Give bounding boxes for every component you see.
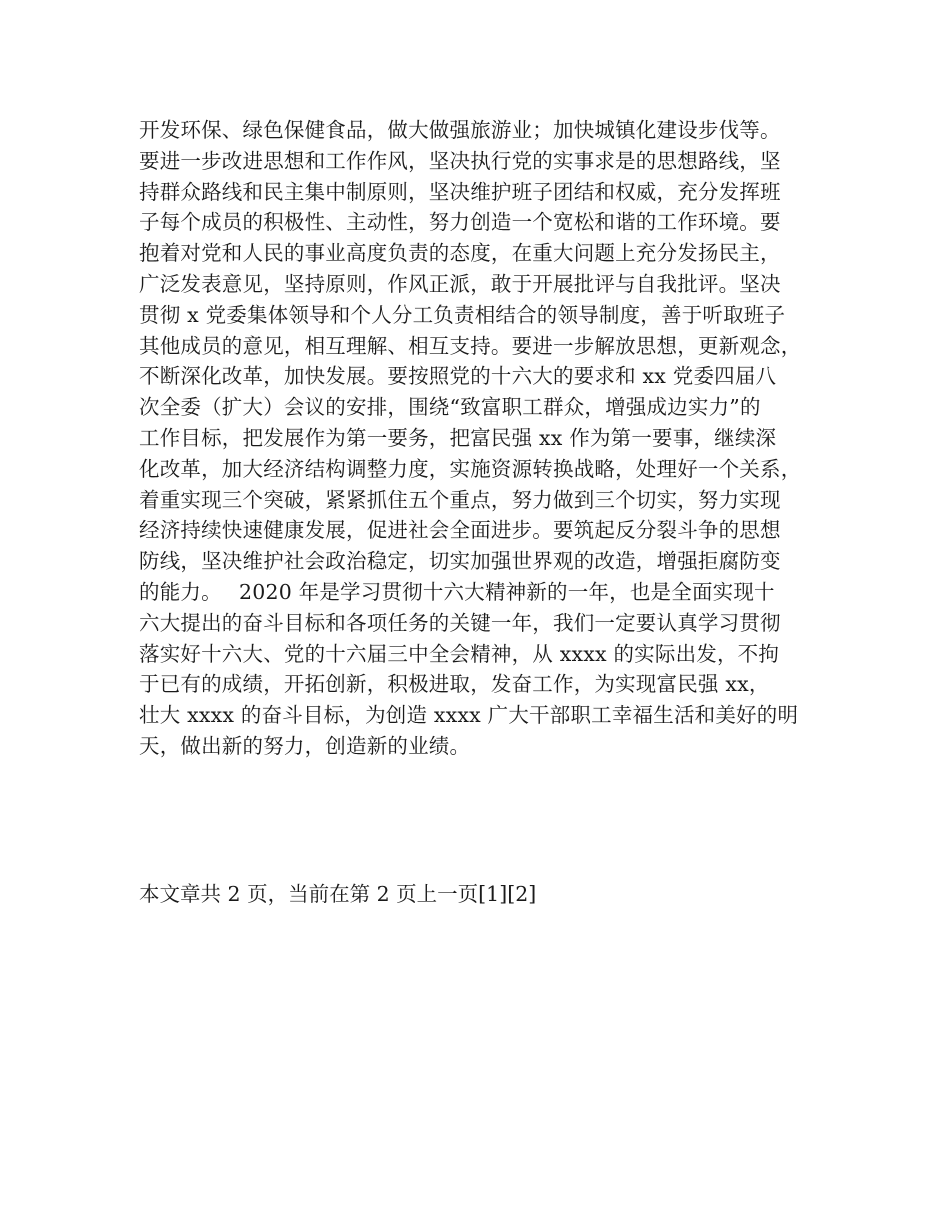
article-line: 的能力。 2020 年是学习贯彻十六大精神新的一年，也是全面实现十	[139, 579, 775, 604]
article-line: 贯彻 x 党委集体领导和个人分工负责相结合的领导制度，善于听取班子	[139, 302, 786, 327]
article-line: 其他成员的意见，相互理解、相互支持。要进一步解放思想，更新观念，	[139, 333, 802, 358]
article-line: 工作目标，把发展作为第一要务，把富民强 xx 作为第一要事，继续深	[139, 425, 777, 450]
pagination-summary: 本文章共 2 页，当前在第 2 页	[139, 882, 417, 906]
article-line: 要进一步改进思想和工作作风，坚决执行党的实事求是的思想路线，坚	[139, 148, 781, 173]
article-line: 六大提出的奋斗目标和各项任务的关键一年，我们一定要认真学习贯彻	[139, 610, 781, 635]
article-line: 抱着对党和人民的事业高度负责的态度，在重大问题上充分发扬民主，	[139, 241, 781, 266]
article-line: 不断深化改革，加快发展。要按照党的十六大的要求和 xx 党委四届八	[139, 364, 777, 389]
article-line: 次全委（扩大）会议的安排，围绕“致富职工群众，增强成边实力”的	[139, 395, 761, 420]
article-line: 落实好十六大、党的十六届三中全会精神，从 xxxx 的实际出发，不拘	[139, 641, 780, 666]
page-link-2[interactable]: [2]	[507, 882, 537, 906]
article-line: 子每个成员的积极性、主动性，努力创造一个宽松和谐的工作环境。要	[139, 210, 781, 235]
article-line: 着重实现三个突破，紧紧抓住五个重点，努力做到三个切实，努力实现	[139, 487, 781, 512]
article-line: 防线，坚决维护社会政治稳定，切实加强世界观的改造，增强拒腐防变	[139, 549, 781, 574]
article-body	[139, 115, 839, 762]
article-line: 于已有的成绩，开拓创新，积极进取，发奋工作，为实现富民强 xx，	[139, 672, 770, 697]
pagination	[139, 879, 839, 910]
page-link-1[interactable]: [1]	[478, 882, 508, 906]
article-line: 化改革，加大经济结构调整力度，实施资源转换战略，处理好一个关系，	[139, 456, 802, 481]
article-line: 经济持续快速健康发展，促进社会全面进步。要筑起反分裂斗争的思想	[139, 518, 781, 543]
article-line: 天，做出新的努力，创造新的业绩。	[139, 733, 471, 758]
prev-page-link[interactable]: 上一页	[416, 882, 479, 906]
article-line: 开发环保、绿色保健食品，做大做强旅游业；加快城镇化建设步伐等。	[139, 118, 781, 142]
article-line: 持群众路线和民主集中制原则，坚决维护班子团结和权威，充分发挥班	[139, 179, 781, 204]
article-line: 壮大 xxxx 的奋斗目标，为创造 xxxx 广大干部职工幸福生活和美好的明	[139, 703, 799, 728]
article-line: 广泛发表意见，坚持原则，作风正派，敢于开展批评与自我批评。坚决	[139, 271, 781, 296]
